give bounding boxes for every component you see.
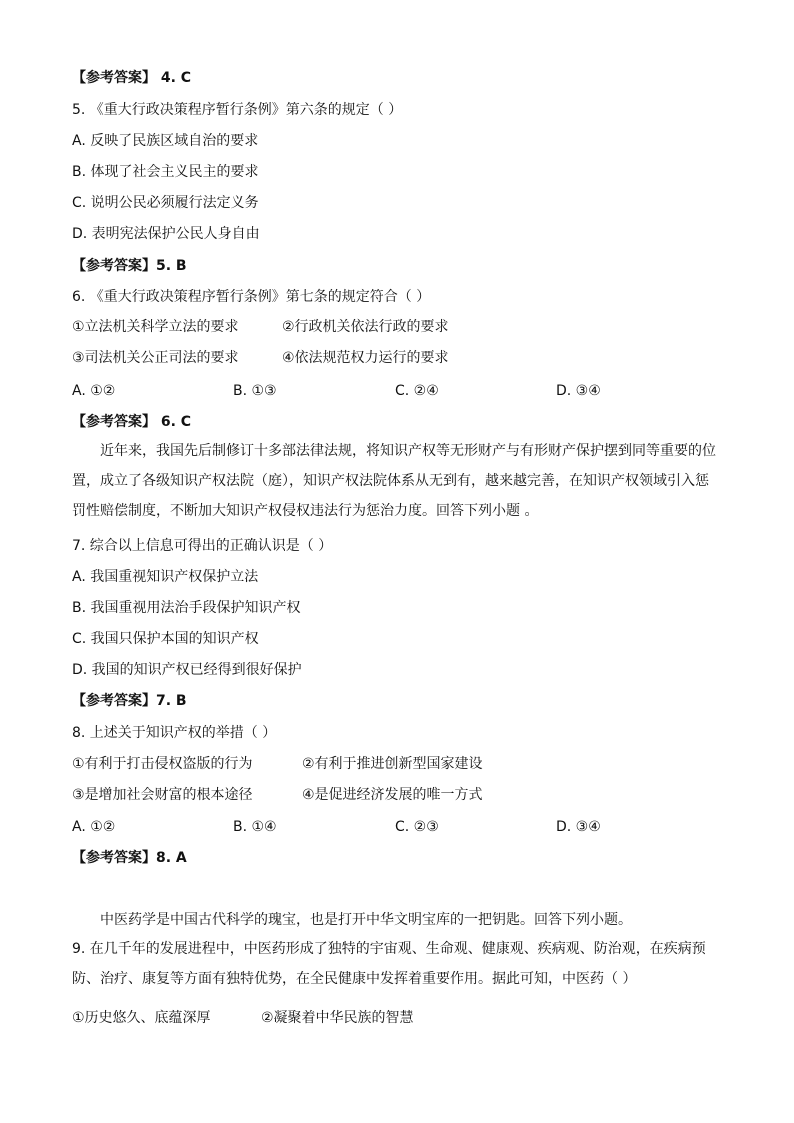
answer-8: 【参考答案】8. A [72, 850, 187, 866]
question-8-option-a: A. ①② [72, 819, 116, 835]
question-7-option-c: C. 我国只保护本国的知识产权 [72, 631, 259, 647]
question-9: 9. 在几千年的发展进程中，中医药形成了独特的宇宙观、生命观、健康观、疾病观、防治观，在疾病预防、治疗、康复等方面有独特优势，在全民健康中发挥着重要作用。据此可知，中医药（ ） [72, 941, 706, 987]
question-5-option-a: A. 反映了民族区域自治的要求 [72, 133, 259, 149]
question-6-option-b: B. ①③ [233, 383, 277, 399]
question-8-statement-1: ①有利于打击侵权盗版的行为 [72, 756, 253, 772]
passage-ip: 近年来，我国先后制修订十多部法律法规，将知识产权等无形财产与有形财产保护摆到同等重要的位置，成立了各级知识产权法院（庭），知识产权法院体系从无到有，越来越完善，在知识产权领域引入惩罚性赔偿制度，不断加大知识产权侵权违法行为惩治力度。回答下列小题 。 [72, 443, 716, 519]
question-7-option-a: A. 我国重视知识产权保护立法 [72, 569, 259, 585]
question-6-statement-1: ①立法机关科学立法的要求 [72, 319, 239, 335]
answer-4: 【参考答案】 4. C [72, 70, 192, 86]
question-8-statement-3: ③是增加社会财富的根本途径 [72, 787, 253, 803]
question-6-option-c: C. ②④ [395, 383, 439, 399]
question-5-option-b: B. 体现了社会主义民主的要求 [72, 164, 259, 180]
question-8-option-d: D. ③④ [556, 819, 601, 835]
passage-tcm: 中医药学是中国古代科学的瑰宝，也是打开中华文明宝库的一把钥匙。回答下列小题。 [100, 912, 632, 928]
question-5-option-d: D. 表明宪法保护公民人身自由 [72, 226, 260, 242]
answer-6: 【参考答案】 6. C [72, 414, 192, 430]
question-8-option-b: B. ①④ [233, 819, 277, 835]
question-6-statement-3: ③司法机关公正司法的要求 [72, 350, 239, 366]
question-6-statement-2: ②行政机关依法行政的要求 [282, 319, 449, 335]
question-6-option-a: A. ①② [72, 383, 116, 399]
question-6: 6. 《重大行政决策程序暂行条例》第七条的规定符合（ ） [72, 289, 431, 305]
question-9-statement-2: ②凝聚着中华民族的智慧 [261, 1010, 414, 1026]
question-7-option-d: D. 我国的知识产权已经得到很好保护 [72, 662, 302, 678]
question-9-statement-1: ①历史悠久、底蕴深厚 [72, 1010, 211, 1026]
question-8-statement-2: ②有利于推进创新型国家建设 [302, 756, 483, 772]
question-6-option-d: D. ③④ [556, 383, 601, 399]
question-8-statement-4: ④是促进经济发展的唯一方式 [302, 787, 483, 803]
answer-5: 【参考答案】5. B [72, 258, 187, 274]
question-8-option-c: C. ②③ [395, 819, 439, 835]
question-7-option-b: B. 我国重视用法治手段保护知识产权 [72, 600, 301, 616]
question-7: 7. 综合以上信息可得出的正确认识是（ ） [72, 538, 333, 554]
question-5: 5. 《重大行政决策程序暂行条例》第六条的规定（ ） [72, 102, 403, 118]
question-6-statement-4: ④依法规范权力运行的要求 [282, 350, 449, 366]
answer-7: 【参考答案】7. B [72, 693, 187, 709]
question-8: 8. 上述关于知识产权的举措（ ） [72, 725, 277, 741]
question-5-option-c: C. 说明公民必须履行法定义务 [72, 195, 259, 211]
